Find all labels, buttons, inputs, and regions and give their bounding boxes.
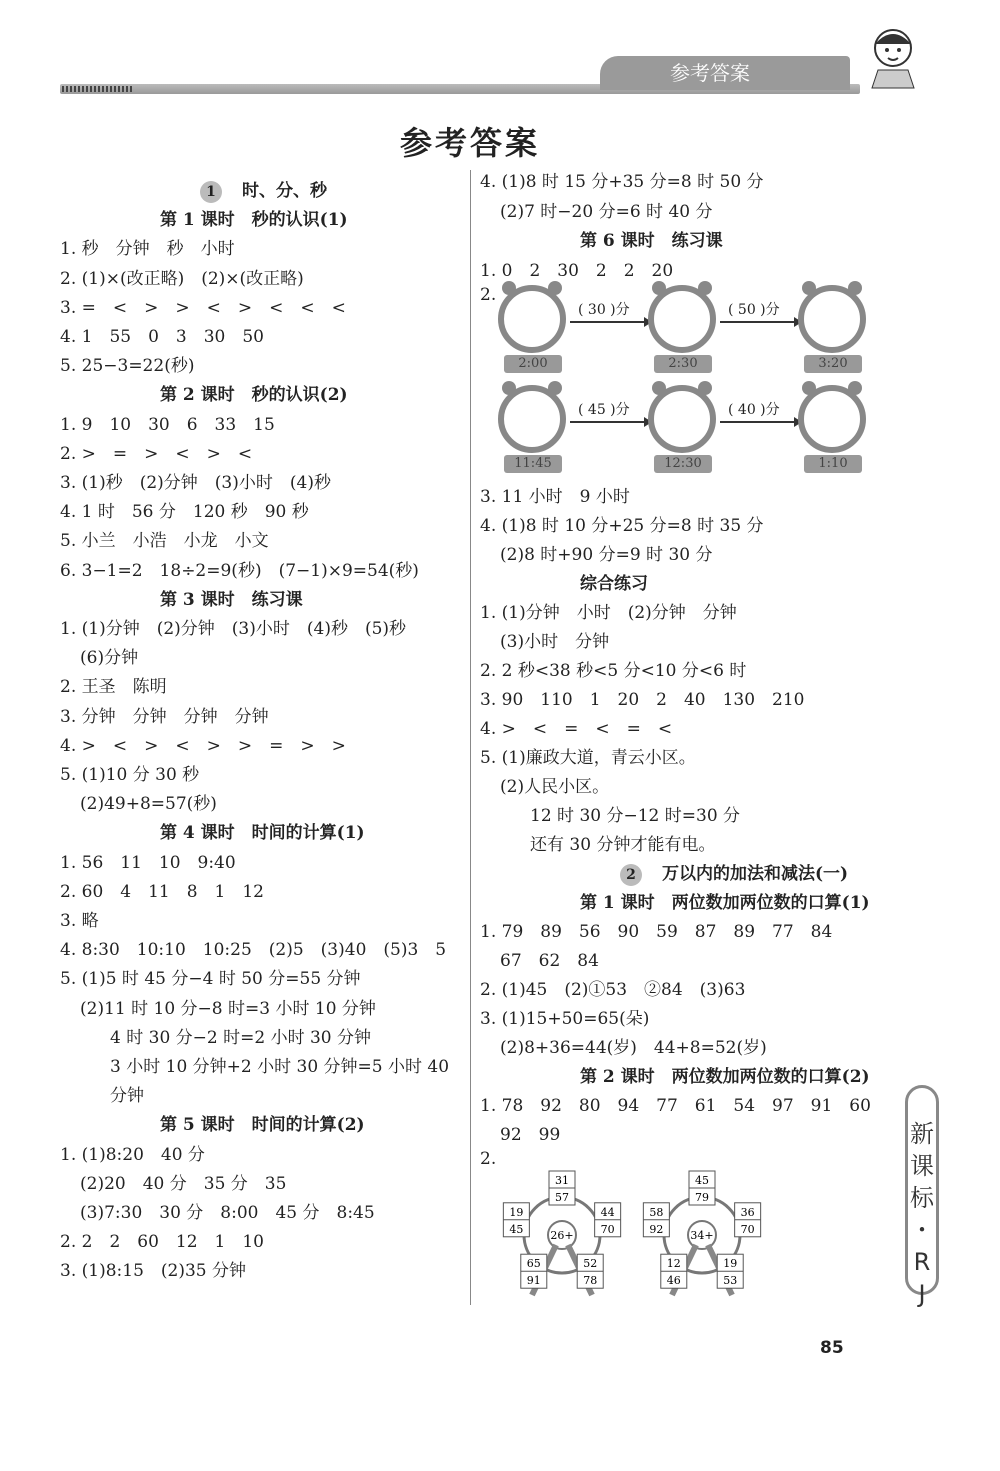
lesson-heading: 第 4 课时 时间的计算(1) xyxy=(160,823,365,844)
clock-time-label: 2:30 xyxy=(654,355,712,373)
wheel-car xyxy=(503,1203,529,1237)
answer-line: 5. (1)5 时 45 分−4 时 50 分=55 分钟 xyxy=(60,969,361,990)
side-tab xyxy=(905,1085,939,1308)
wheel-car-value: 92 xyxy=(649,1222,664,1236)
answer-line: (6)分钟 xyxy=(80,648,139,669)
answer-line: 4. > < > < > > = > > xyxy=(60,735,346,756)
lesson-heading: 第 2 课时 两位数加两位数的口算(2) xyxy=(580,1067,870,1087)
wheel-car-value: 79 xyxy=(695,1191,709,1204)
wheel-car-value: 70 xyxy=(600,1222,615,1236)
clock-face xyxy=(498,385,566,453)
wheel-car-value: 78 xyxy=(583,1274,598,1288)
lesson-heading: 综合练习 xyxy=(580,574,648,594)
page-number: 85 xyxy=(820,1338,844,1358)
clock-time-label: 3:20 xyxy=(804,355,862,373)
wheel-car-value: 70 xyxy=(740,1222,755,1236)
wheel-car-value: 31 xyxy=(555,1174,569,1187)
lesson-heading: 第 6 课时 练习课 xyxy=(580,231,723,251)
answer-line: 1. 79 89 56 90 59 87 89 77 84 xyxy=(480,922,833,942)
arrow xyxy=(720,421,800,423)
answer-line: 5. 小兰 小浩 小龙 小文 xyxy=(60,531,269,552)
wheel-car-value: 19 xyxy=(509,1205,524,1219)
answer-line: 3 小时 10 分钟+2 小时 30 分钟=5 小时 40 xyxy=(110,1057,450,1077)
page-title: 参考答案 xyxy=(399,124,540,162)
clock-face xyxy=(498,285,566,353)
wheel-car-value: 65 xyxy=(526,1257,541,1271)
clock-time-label: 1:10 xyxy=(804,455,862,473)
answer-line: 3. 90 110 1 20 2 40 130 210 xyxy=(480,690,805,710)
wheel-car xyxy=(643,1203,669,1237)
answer-line: (2)7 时−20 分=6 时 40 分 xyxy=(500,201,713,222)
answer-line: 1. 9 10 30 6 33 15 xyxy=(60,414,275,435)
answer-line: (2)8+36=44(岁) 44+8=52(岁) xyxy=(500,1038,767,1058)
answer-line: 92 99 xyxy=(500,1125,561,1145)
lesson-heading: 第 1 课时 秒的认识(1) xyxy=(160,210,348,231)
clock-face xyxy=(798,285,866,353)
answer-line: (2)20 40 分 35 分 35 xyxy=(80,1173,287,1194)
column-divider xyxy=(470,170,471,1305)
answer-line: 1. 秒 分钟 秒 小时 xyxy=(60,239,235,260)
answer-line: 5. 25−3=22(秒) xyxy=(60,356,195,377)
answer-line: 1. 78 92 80 94 77 61 54 97 91 60 xyxy=(480,1096,871,1116)
wheel-center-label: 26+ xyxy=(550,1229,574,1242)
wheel-car xyxy=(521,1254,547,1288)
answer-line: 1. 0 2 30 2 2 20 xyxy=(480,260,674,281)
lesson-heading: 第 3 课时 练习课 xyxy=(160,589,303,610)
arrow xyxy=(720,321,800,323)
clock-face xyxy=(798,385,866,453)
wheel-car xyxy=(549,1171,575,1205)
ferris-wheel xyxy=(635,1163,770,1298)
header-tab: 参考答案 xyxy=(600,56,850,90)
answer-line: 4. (1)8 时 10 分+25 分=8 时 35 分 xyxy=(480,516,764,536)
wheel-car-value: 53 xyxy=(723,1274,738,1288)
answer-line: 2. > = > < > < xyxy=(60,443,253,464)
answer-line: (2)49+8=57(秒) xyxy=(80,794,217,815)
wheel-car-value: 12 xyxy=(666,1257,681,1271)
answer-line: 2. 王圣 陈明 xyxy=(60,677,167,698)
wheel-car-value: 45 xyxy=(509,1222,524,1236)
duration-label: ( 45 )分 xyxy=(578,402,630,418)
wheel-car xyxy=(735,1203,761,1237)
ferris-wheel xyxy=(495,1163,630,1298)
wheel-car-value: 57 xyxy=(555,1191,569,1204)
clock-face xyxy=(648,385,716,453)
section-number-badge: 1 xyxy=(200,181,222,203)
answer-line: 3. (1)秒 (2)分钟 (3)小时 (4)秒 xyxy=(60,473,331,493)
wheel-car-value: 58 xyxy=(649,1205,664,1219)
answer-line: 5. (1)10 分 30 秒 xyxy=(60,765,200,785)
answer-line: 3. = < > > < > < < < xyxy=(60,297,346,318)
wheel-car xyxy=(595,1203,621,1237)
answer-line: 1. (1)分钟 (2)分钟 (3)小时 (4)秒 (5)秒 xyxy=(60,619,407,639)
side-tab-label: 新 课 标 ・ R J xyxy=(910,1120,934,1308)
wheel-car xyxy=(577,1254,603,1288)
wheel-car-value: 44 xyxy=(600,1205,615,1219)
wheel-car-value: 36 xyxy=(740,1205,755,1219)
answer-line: 2. (1)×(改正略) (2)×(改正略) xyxy=(60,268,304,289)
wheel-car xyxy=(661,1254,687,1288)
section-title: 万以内的加法和减法(一) xyxy=(662,864,849,884)
section-heading xyxy=(620,859,848,886)
answer-line: (2)人民小区。 xyxy=(500,777,610,797)
wheel-car-value: 19 xyxy=(723,1257,738,1271)
answer-line: 4. 1 时 56 分 120 秒 90 秒 xyxy=(60,502,309,523)
answer-line: 4. (1)8 时 15 分+35 分=8 时 50 分 xyxy=(480,172,764,192)
wheel-car xyxy=(689,1171,715,1205)
answer-line: 还有 30 分钟才能有电。 xyxy=(530,835,716,855)
clock-time-label: 11:45 xyxy=(504,455,562,473)
answer-line: 1. (1)分钟 小时 (2)分钟 分钟 xyxy=(480,603,737,623)
arrow xyxy=(570,421,650,423)
section-title: 时、分、秒 xyxy=(242,181,327,201)
answer-line: 3. (1)8:15 (2)35 分钟 xyxy=(60,1261,246,1282)
answer-line: (2)8 时+90 分=9 时 30 分 xyxy=(500,545,713,565)
wheel-car-value: 52 xyxy=(583,1257,598,1271)
header-ticks xyxy=(62,86,132,92)
answer-line: 2. (1)45 (2)①53 ②84 (3)63 xyxy=(480,980,746,1000)
lesson-heading: 第 5 课时 时间的计算(2) xyxy=(160,1115,365,1136)
clock-time-label: 12:30 xyxy=(654,455,712,473)
answer-line: 4. > < = < = < xyxy=(480,719,673,739)
answer-line: 3. 分钟 分钟 分钟 分钟 xyxy=(60,706,269,727)
clock-time-label: 2:00 xyxy=(504,355,562,373)
answer-line: 67 62 84 xyxy=(500,951,599,971)
answer-line: 3. 11 小时 9 小时 xyxy=(480,487,630,507)
wheel-center-label: 34+ xyxy=(690,1229,714,1242)
answer-line: 1. 56 11 10 9:40 xyxy=(60,852,236,873)
section-number-badge: 2 xyxy=(620,864,642,886)
answer-line: 2. 2 秒<38 秒<5 分<10 分<6 时 xyxy=(480,661,747,681)
answer-line: (3)小时 分钟 xyxy=(500,632,610,652)
duration-label: ( 50 )分 xyxy=(728,302,780,318)
answer-line: 1. (1)8:20 40 分 xyxy=(60,1144,205,1165)
answer-line: (3)7:30 30 分 8:00 45 分 8:45 xyxy=(80,1203,375,1223)
answer-line: 6. 3−1=2 18÷2=9(秒) (7−1)×9=54(秒) xyxy=(60,560,419,581)
wheel-car-value: 45 xyxy=(695,1174,709,1187)
answer-line: 2. 2 2 60 12 1 10 xyxy=(60,1232,264,1253)
lesson-heading: 第 2 课时 秒的认识(2) xyxy=(160,385,348,406)
answer-line: 12 时 30 分−12 时=30 分 xyxy=(530,806,741,826)
duration-label: ( 30 )分 xyxy=(578,302,630,318)
section-heading xyxy=(200,176,327,203)
mascot-icon xyxy=(858,22,928,92)
answer-line: (2)11 时 10 分−8 时=3 小时 10 分钟 xyxy=(80,998,376,1019)
lesson-heading: 第 1 课时 两位数加两位数的口算(1) xyxy=(580,893,870,913)
answer-line: 2. xyxy=(480,285,497,305)
answer-line: 4. 8:30 10:10 10:25 (2)5 (3)40 (5)3 5 xyxy=(60,940,447,961)
answer-line: 分钟 xyxy=(110,1086,144,1107)
answer-line: 4 时 30 分−2 时=2 小时 30 分钟 xyxy=(110,1027,372,1048)
answer-line: 2. 60 4 11 8 1 12 xyxy=(60,881,264,902)
wheel-car xyxy=(717,1254,743,1288)
answer-line: 3. 略 xyxy=(60,911,99,931)
answer-line: 5. (1)廉政大道，青云小区。 xyxy=(480,748,696,768)
clock-face xyxy=(648,285,716,353)
answer-line: 2. xyxy=(480,1149,497,1169)
answer-line: 4. 1 55 0 3 30 50 xyxy=(60,327,264,347)
wheel-car-value: 91 xyxy=(526,1274,541,1288)
answer-line: 3. (1)15+50=65(朵) xyxy=(480,1009,650,1029)
duration-label: ( 40 )分 xyxy=(728,402,780,418)
wheel-car-value: 46 xyxy=(666,1274,681,1288)
arrow xyxy=(570,321,650,323)
